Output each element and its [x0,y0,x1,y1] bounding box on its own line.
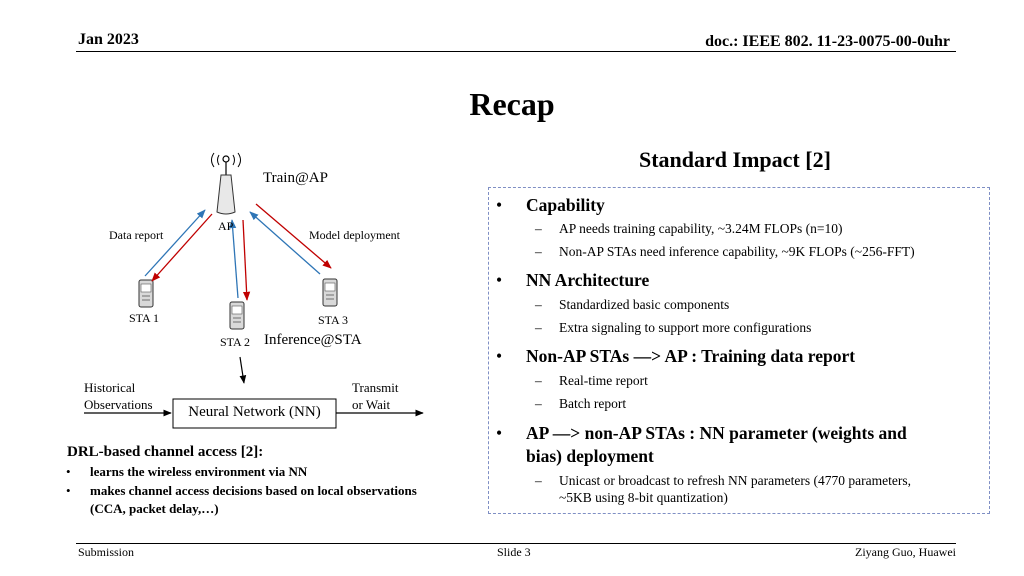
drl-heading: DRL-based channel access [2]: [67,444,264,460]
nn-box-label: Neural Network (NN) [188,404,321,420]
impact-item-4-label-line1: AP —> non-AP STAs : NN parameter (weights and [526,423,907,443]
drl-bullet-1 [66,464,308,480]
impact-item-2-sub-1-text: Standardized basic components [559,297,730,312]
impact-item-2-sub-1 [535,296,730,314]
bullet-dot: • [496,423,503,443]
footer-right: Ziyang Guo, Huawei [855,545,956,559]
bullet-dot: • [66,483,71,498]
footer-center: Slide 3 [497,545,531,559]
impact-item-2-sub-2-text: Extra signaling to support more configurations [559,320,812,335]
impact-item-2 [496,268,650,292]
bullet-dot: • [496,195,503,215]
impact-item-3-sub-1 [535,372,648,390]
footer-divider [76,543,956,544]
sub-dash: – [535,244,542,259]
sta1-phone-icon [139,280,153,307]
impact-item-2-label: NN Architecture [526,270,650,290]
transmit-label-line2: or Wait [352,397,391,412]
impact-item-1-label: Capability [526,195,605,215]
sub-dash: – [535,373,542,388]
inference-label: Inference@STA [264,332,362,348]
impact-item-3-sub-2-text: Batch report [559,396,627,411]
impact-item-3-label: Non-AP STAs —> AP : Training data report [526,346,856,366]
impact-item-2-sub-2 [535,319,812,337]
train-label: Train@AP [263,170,328,186]
bullet-dot: • [66,464,71,479]
ap-label: AP [218,219,234,233]
historical-label-line1: Historical [84,380,136,395]
impact-item-3-sub-1-text: Real-time report [559,373,648,388]
impact-item-1-sub-2 [535,243,915,261]
sta3-phone-icon [323,279,337,306]
drl-bullet-2-text: makes channel access decisions based on local observations [90,483,417,498]
model-deployment-label: Model deployment [309,228,400,242]
ap-downlink-arrow-sta1 [152,214,212,281]
drl-bullet-2-cont: (CCA, packet delay,…) [90,501,219,516]
bullet-dot: • [496,346,503,366]
bullet-dot: • [496,270,503,290]
sta2-to-nn-arrow [240,357,244,383]
impact-item-1-sub-1-text: AP needs training capability, ~3.24M FLOPs (n=10) [559,221,843,236]
impact-item-4-sub-1-cont: ~5KB using 8-bit quantization) [559,490,728,505]
sub-dash: – [535,297,542,312]
sta1-uplink-arrow [145,210,205,276]
impact-item-3-sub-2 [535,395,627,413]
data-report-label: Data report [109,228,164,242]
sub-dash: – [535,221,542,236]
impact-item-4-sub-1 [535,472,911,490]
impact-item-4-sub-1-text: Unicast or broadcast to refresh NN parameters (4770 parameters, [559,473,911,488]
sta2-phone-icon [230,302,244,329]
drl-bullet-2 [66,483,417,499]
sta3-label: STA 3 [318,313,349,327]
sta2-label: STA 2 [220,335,251,349]
sub-dash: – [535,396,542,411]
ap-downlink-arrow-sta2 [243,220,247,300]
transmit-label-line1: Transmit [352,380,399,395]
sub-dash: – [535,473,542,488]
impact-item-3 [496,344,856,368]
impact-item-1-sub-2-text: Non-AP STAs need inference capability, ~9K FLOPs (~256-FFT) [559,244,915,259]
sub-dash: – [535,320,542,335]
impact-item-1 [496,193,605,217]
historical-label-line2: Observations [84,397,153,412]
transmit-label [352,379,398,413]
access-point-icon [212,153,241,214]
footer-left: Submission [78,545,135,559]
header-date: Jan 2023 [78,31,139,48]
header-doc-id: doc.: IEEE 802. 11-23-0075-00-0uhr [705,33,950,50]
historical-label [84,379,153,413]
slide-title: Recap [469,86,555,122]
sta1-label: STA 1 [129,311,160,325]
impact-item-4-cont: bias) deployment [526,446,654,466]
impact-item-1-sub-1 [535,220,843,238]
impact-item-4 [496,421,907,445]
sta3-uplink-arrow [250,212,320,274]
drl-bullet-1-text: learns the wireless environment via NN [90,464,308,479]
standard-impact-title: Standard Impact [2] [639,147,831,172]
